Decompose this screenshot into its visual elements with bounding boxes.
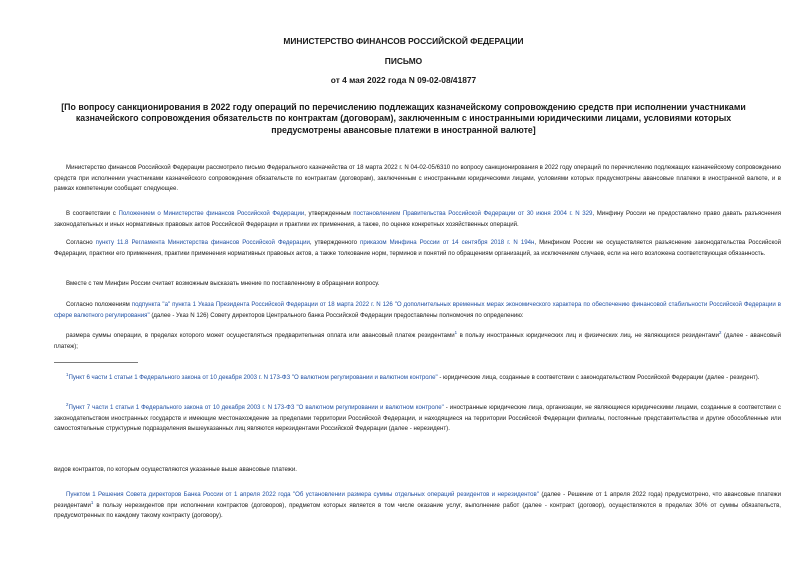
paragraph-2-text-a: В соответствии с xyxy=(66,210,119,217)
document-type-heading: ПИСЬМО xyxy=(384,56,423,66)
paragraph-5-text-b: (далее - Указ N 126) Совету директоров Центрального банка Российской Федерации предоставлены полномочия по определению: xyxy=(149,311,524,319)
paragraph-5-text-a: Согласно положениям xyxy=(66,301,132,308)
paragraph-7-text: видов контрактов, по которым осуществляются указанные выше авансовые платежи. xyxy=(54,466,297,473)
footnote-1 xyxy=(54,373,781,384)
link-cbr-decision-2022-04-01[interactable]: Пунктом 1 Решения Совета директоров Банка России от 1 апреля 2022 года "Об установлении размера суммы отдельных операций резидентов и нерезидентов" xyxy=(66,491,539,498)
paragraph-3-text-a: Согласно xyxy=(66,239,96,246)
footnote-1-marker: 1 xyxy=(66,371,69,377)
paragraph-1-text: Министерство финансов Российской Федерации рассмотрело письмо Федерального казначейства от 18 марта 2022 г. N 04-02-05/6310 по вопросу санкционирования в 2022 году операций по перечислению подлежащих казначейскому сопровождению средств при исполнении участниками казначейского сопровождения обязательств по контрактам (договорам), заключенным с иностранными юридическими лицами, условиями которых предусмотрены авансовые платежи в иностранной валюте, и в рамках компетенции сообщает следующее. xyxy=(54,164,781,193)
document-date-number: от 4 мая 2022 года N 09-02-08/41877 xyxy=(330,75,477,85)
ministry-heading: МИНИСТЕРСТВО ФИНАНСОВ РОССИЙСКОЙ ФЕДЕРАЦИИ xyxy=(283,36,524,46)
footnote-2-marker: 2 xyxy=(66,401,69,407)
footnote-2 xyxy=(54,403,781,435)
paragraph-3-text-c: , Минфином России не осуществляется разъяснение законодательства Российской Федерации, практики его применения, практики применения нормативных правовых актов, а также толкование норм, терминов и понятий по обращениям организаций, за исключением случаев, если на него возложена соответствующая обязанность. xyxy=(54,239,782,257)
paragraph-3-text-b: , утвержденного xyxy=(309,239,361,246)
paragraph-8 xyxy=(54,490,781,522)
paragraph-4 xyxy=(54,279,781,290)
link-ministry-regulation[interactable]: Положением о Министерстве финансов Российской Федерации xyxy=(118,210,305,217)
footnote-ref-1[interactable]: 1 xyxy=(454,329,458,335)
paragraph-6-text-c: (далее - авансовый платеж); xyxy=(54,332,781,350)
footnote-1-text: - юридические лица, созданные в соответствии с законодательством Российской Федерации (далее - резидент). xyxy=(437,374,760,381)
link-government-decree-329[interactable]: постановлением Правительства Российской Федерации от 30 июня 2004 г. N 329 xyxy=(353,210,593,217)
paragraph-5 xyxy=(54,300,781,321)
paragraph-3 xyxy=(54,238,781,259)
footnote-2-text: - иностранные юридические лица, организации, не являющиеся юридическими лицами, созданные в соответствии с законодательством иностранных государств и имеющие местонахождение за пределами территории Российской Федерации, и находящиеся на территории Российской Федерации филиалы, постоянные представительства и другие обособленные или самостоятельные структурные подразделения вышеуказанных лиц являются нерезидентами Российской Федерации (далее - нерезидент). xyxy=(54,404,781,433)
paragraph-1 xyxy=(54,163,781,195)
link-ministry-rules-11-8[interactable]: пункту 11.8 Регламента Министерства финансов Российской Федерации xyxy=(95,239,310,246)
paragraph-6 xyxy=(54,331,781,352)
paragraph-6-text-b: в пользу иностранных юридических лиц и физических лиц, не являющихся резидентами xyxy=(457,332,719,339)
link-173fz-art1-p7[interactable]: Пункт 7 части 1 статьи 1 Федерального закона от 10 декабря 2003 г. N 173-ФЗ "О валютном регулировании и валютном контроле" xyxy=(68,404,444,411)
paragraph-7 xyxy=(54,465,781,476)
link-173fz-art1-p6[interactable]: Пункт 6 части 1 статьи 1 Федерального закона от 10 декабря 2003 г. N 173-ФЗ "О валютном регулировании и валютном контроле" xyxy=(68,374,438,381)
paragraph-6-text-a: размера суммы операции, в пределах которого может осуществляться предварительная оплата или авансовый платеж резидентами xyxy=(66,332,455,339)
paragraph-8-text-b: в пользу нерезидентов при исполнении контрактов (договоров), предметом которых является в том числе оказание услуг, выполнение работ (далее - контракт (договор), осуществляются в пределах 30% от суммы обязательств, предусмотренных по каждому такому контракту (договору). xyxy=(54,501,781,520)
footnote-ref-3[interactable]: 1 xyxy=(90,499,94,505)
paragraph-2-text-b: , утвержденным xyxy=(304,210,354,217)
link-decree-126[interactable]: подпункта "а" пункта 1 Указа Президента Российской Федерации от 18 марта 2022 г. N 126 "О дополнительных временных мерах экономического характера по обеспечению финансовой стабильности Российской Федерации в сфере валютного регулирования" xyxy=(54,301,782,319)
footnote-ref-2[interactable]: 2 xyxy=(718,329,722,335)
paragraph-4-text: Вместе с тем Минфин России считает возможным высказать мнение по поставленному в обращении вопросу. xyxy=(66,280,380,287)
link-order-194n[interactable]: приказом Минфина России от 14 сентября 2018 г. N 194н xyxy=(360,239,535,246)
paragraph-2-text-c: , Минфину России не предоставлено право давать разъяснения законодательных и иных нормативных правовых актов Российской Федерации и практики их применения, а также, по оценке конкретных хозяйственных операций. xyxy=(54,210,781,228)
paragraph-8-text-a: (далее - Решение от 1 апреля 2022 года) предусмотрено, что авансовые платежи резидентами xyxy=(54,491,782,509)
document-title: [По вопросу санкционирования в 2022 году операций по перечислению подлежащих казначейскому сопровождению средств при исполнении участниками казначейского сопровождения обязательств по контрактам (договорам), заключенным с иностранными юридическими лицами, условиями которых предусмотрены авансовые платежи в иностранной валюте] xyxy=(61,102,746,135)
paragraph-2 xyxy=(54,209,781,230)
footnote-divider xyxy=(54,362,138,363)
